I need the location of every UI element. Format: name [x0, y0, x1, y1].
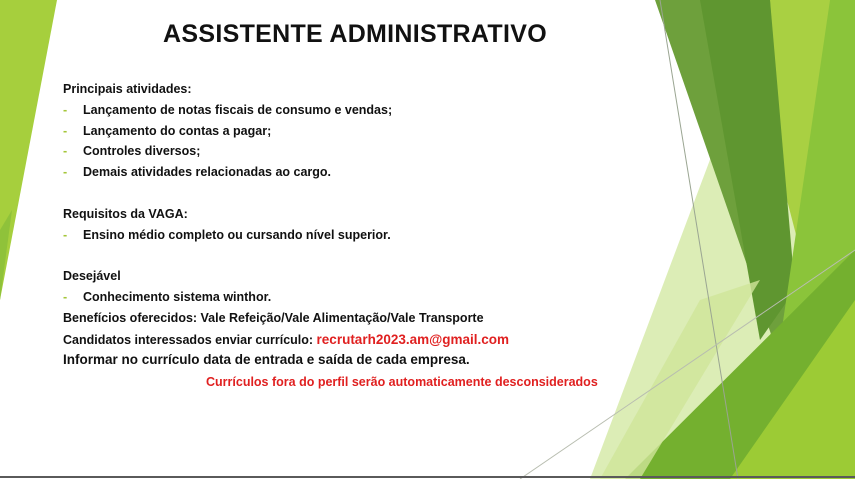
inform-text: Informar no currículo data de entrada e saída de cada empresa. [63, 352, 470, 367]
bullet-dash: - [63, 228, 68, 242]
activity-item-3: Controles diversos; [83, 144, 201, 158]
desirable-heading: Desejável [63, 269, 121, 283]
desirable-item-1: Conhecimento sistema winthor. [83, 290, 272, 304]
bullet-dash: - [63, 290, 68, 304]
requirements-heading: Requisitos da VAGA: [63, 207, 188, 221]
bullet-dash: - [63, 165, 68, 179]
bullet-dash: - [63, 144, 68, 158]
activity-item-4: Demais atividades relacionadas ao cargo. [83, 165, 332, 179]
bullet-dash: - [63, 103, 68, 117]
apply-email-link[interactable]: recrutarh2023.am@gmail.com [316, 332, 510, 347]
activities-heading: Principais atividades: [63, 82, 192, 96]
requirement-item-1: Ensino médio completo ou cursando nível superior. [83, 228, 391, 242]
activity-item-2: Lançamento do contas a pagar; [83, 124, 272, 138]
slide-title: ASSISTENTE ADMINISTRATIVO [163, 20, 547, 48]
apply-line [63, 332, 509, 347]
activity-item-1: Lançamento de notas fiscais de consumo e vendas; [83, 103, 393, 117]
bullet-dash: - [63, 124, 68, 138]
benefits-text: Benefícios oferecidos: Vale Refeição/Vale Alimentação/Vale Transporte [63, 311, 484, 325]
apply-text: Candidatos interessados enviar currículo: [63, 333, 317, 347]
notice-text: Currículos fora do perfil serão automaticamente desconsiderados [206, 375, 598, 389]
